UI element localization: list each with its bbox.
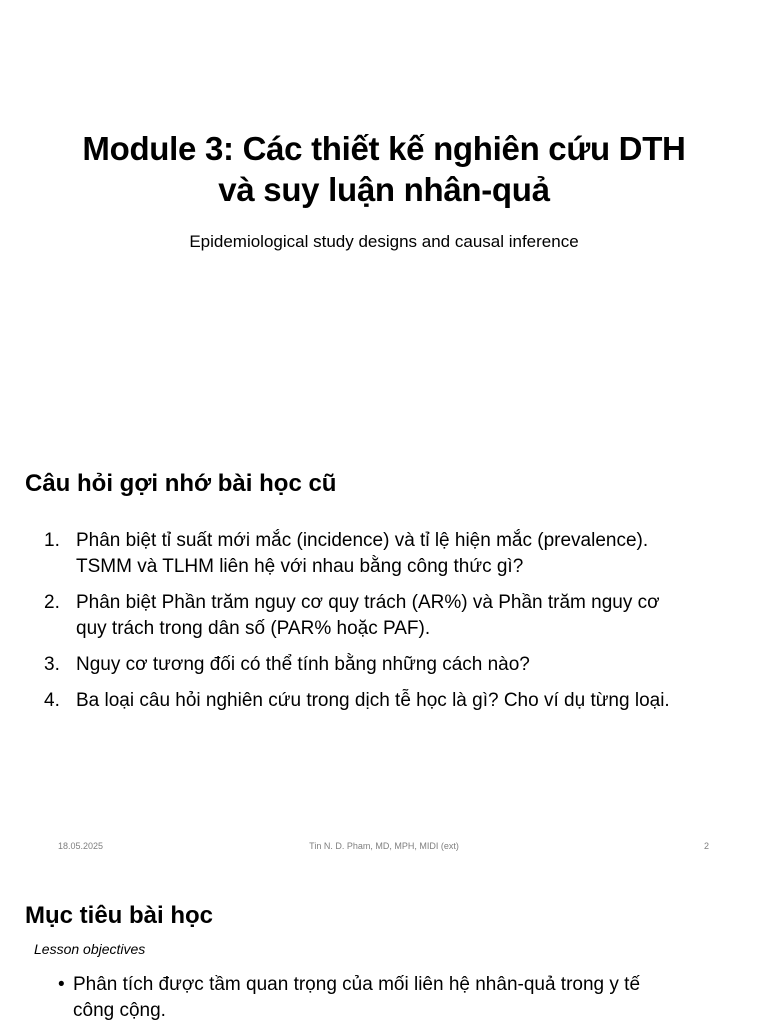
question-text-line-2: quy trách trong dân số (PAR% hoặc PAF). xyxy=(76,618,431,639)
question-number: 1. xyxy=(44,530,60,551)
question-item-1 xyxy=(0,528,760,580)
module-title-line-2: và suy luận nhân-quả xyxy=(218,171,550,208)
review-questions-heading: Câu hỏi gợi nhớ bài học cũ xyxy=(25,470,337,497)
question-list xyxy=(0,528,760,724)
question-number: 2. xyxy=(44,592,60,613)
lesson-objectives-subheading: Lesson objectives xyxy=(34,941,146,957)
question-text-line-1: Nguy cơ tương đối có thể tính bằng những cách nào? xyxy=(76,654,530,675)
question-text-line-1: Phân biệt tỉ suất mới mắc (incidence) và tỉ lệ hiện mắc (prevalence). xyxy=(76,530,649,551)
title-slide xyxy=(0,0,768,432)
question-number: 3. xyxy=(44,654,60,675)
question-item-3 xyxy=(0,652,760,678)
question-item-2 xyxy=(0,590,760,642)
objective-item-1 xyxy=(0,972,760,1024)
question-text-line-1: Ba loại câu hỏi nghiên cứu trong dịch tễ học là gì? Cho ví dụ từng loại. xyxy=(76,690,670,711)
question-item-4 xyxy=(0,688,760,714)
footer-page-number: 2 xyxy=(704,841,710,851)
question-text-line-2: TSMM và TLHM liên hệ với nhau bằng công thức gì? xyxy=(76,556,524,577)
question-text-line-1: Phân biệt Phần trăm nguy cơ quy trách (AR%) và Phần trăm nguy cơ xyxy=(76,592,660,613)
module-title xyxy=(20,128,748,210)
footer-date: 18.05.2025 xyxy=(58,841,104,851)
lesson-objectives-heading: Mục tiêu bài học xyxy=(25,902,214,929)
objective-text-line-1: Phân tích được tầm quan trọng của mối liên hệ nhân-quả trong y tế xyxy=(73,974,641,995)
bullet-dot: • xyxy=(58,974,65,995)
module-title-line-1: Module 3: Các thiết kế nghiên cứu DTH xyxy=(82,130,686,167)
lesson-objectives-slide xyxy=(0,864,768,1024)
footer-author: Tin N. D. Pham, MD, MPH, MIDI (ext) xyxy=(309,841,459,851)
objective-list xyxy=(0,972,760,1024)
module-subtitle: Epidemiological study designs and causal inference xyxy=(189,232,579,251)
review-questions-slide xyxy=(0,432,768,864)
objective-text-line-2: công cộng. xyxy=(73,1000,166,1021)
question-number: 4. xyxy=(44,690,60,711)
